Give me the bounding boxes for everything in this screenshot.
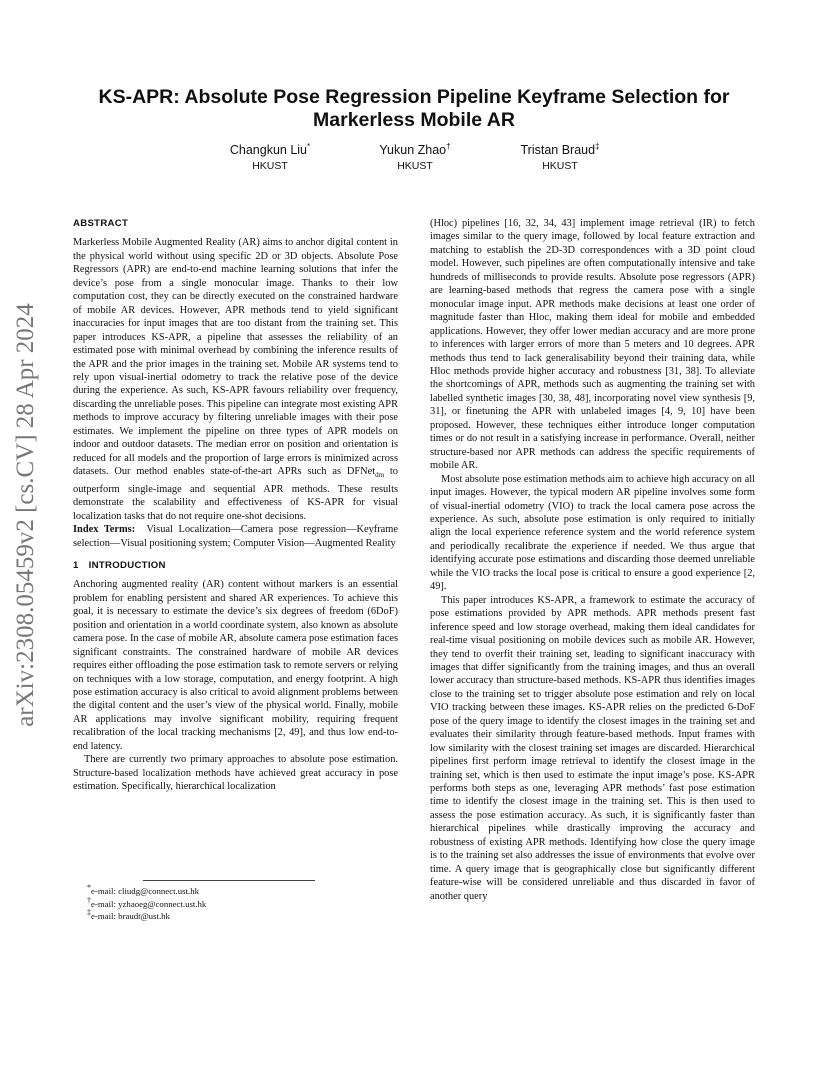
footnote-rule — [143, 880, 315, 881]
index-terms-label: Index Terms: — [73, 524, 136, 536]
author-3 — [490, 143, 630, 172]
right-paragraph-1: (Hloc) pipelines [16, 32, 34, 43] implement image retrieval (IR) to fetch images similar to the query image, followed by local feature extraction and matching to establish the 2D-3D correspondences with a 3D point cloud model. However, such pipelines are often computationally intensive and take hundreds of milliseconds to provide results. Absolute pose regressors (APR) are learning-based methods that regress the camera pose with a single monocular image input. APR methods make decisions at least one order of magnitude faster than Hloc, making them ideal for mobile and embedded applications. However, they offer lower median accuracy and are more prone to inferences with larger errors of more than 5 meters and 10 degrees. APR methods thus tend to lack generalisability beyond their training data, while Hloc methods provide higher accuracy and robustness [31, 38]. To alleviate the shortcomings of APR, methods such as augmenting the training set with labelled synthetic images [30, 38, 48], incorporating novel view synthesis [9, 31], or finetuning the APR with unlabeled images [4, 9, 10] have been proposed. However, these techniques either introduce longer computation times or do not result in a satisfying increase in performance. Overall, neither structure-based nor APR methods can address the specific requirements of mobile AR. — [430, 218, 755, 472]
section-heading — [73, 559, 398, 572]
footnotes — [73, 880, 398, 923]
arxiv-watermark — [2, 285, 50, 745]
author-2 — [345, 143, 485, 172]
author-list — [200, 143, 630, 172]
index-terms — [73, 523, 398, 550]
author-mark: * — [307, 141, 311, 151]
paper-title: KS-APR: Absolute Pose Regression Pipeline Keyframe Selection for Markerless Mobile AR — [98, 86, 730, 131]
left-column — [73, 217, 398, 794]
right-column — [430, 217, 755, 903]
author-1 — [200, 143, 340, 172]
abstract-text: Markerless Mobile Augmented Reality (AR) aims to anchor digital content in the physical world without using specific 2D or 3D objects. Absolute Pose Regressors (APR) are end-to-end machine learning solutions that infer the device’s pose from a single monocular image. Thanks to their low computation cost, they can be directly executed on the constrained hardware of mobile AR devices. However, APR methods tend to yield significant inaccuracies for input images that are too distant from the training set. This paper introduces KS-APR, a pipeline that assesses the reliability of an estimated pose with minimal overhead by combining the inference results of the APR and the prior images in the training set. Mobile AR systems tend to rely upon visual-inertial odometry to track the relative pose of the device during the experience. As such, KS-APR favours reliability over frequency, discarding the unreliable poses. This pipeline can integrate most existing APR methods to improve accuracy by filtering unreliable images with their pose estimates. We implement the pipeline on three types of APR models on indoor and outdoor datasets. The median error on position and orientation is reduced for all models and the proportion of large errors is minimized across datasets. Our method enables state-of-the-art APRs such as DFNet$_{dm}$ to outperform single-image and sequential APR methods. These results demonstrate the scalability and effectiveness of KS-APR for visual localization tasks that do not require one-shot decisions. — [73, 237, 399, 522]
arxiv-id: arXiv:2308.05459v2 [cs.CV] 28 Apr 2024 — [12, 303, 39, 727]
abstract-subscript: dm — [375, 471, 385, 480]
footnote-2: †e-mail: yzhaoeg@connect.ust.hk — [87, 895, 207, 909]
author-name: Yukun Zhao — [379, 143, 447, 157]
right-paragraph-2: Most absolute pose estimation methods aim to achieve high accuracy on all input images. However, the typical modern AR pipeline involves some form of visual-inertial odometry (VIO) to track the local camera pose across the experience. As such, absolute pose estimation is only required to initially align the local experience reference system and the world reference system and periodically recalibrate the experience if needed. We thus argue that identifying accurate pose estimations and discarding those deemed unreliable while the VIO tracks the local pose is critical to ensure a good experience [2, 49]. — [430, 473, 755, 593]
index-terms-text: Visual Localization—Camera pose regression—Keyframe selection—Visual positioning system; Computer Vision—Augmented Reality — [73, 524, 398, 549]
author-mark: ‡ — [595, 141, 600, 151]
author-name: Changkun Liu — [229, 143, 308, 157]
section-title: INTRODUCTION — [88, 559, 166, 571]
author-name: Tristan Braud — [520, 143, 596, 157]
section-number: 1 — [73, 559, 79, 571]
author-affiliation: HKUST — [252, 160, 288, 172]
abstract-heading: ABSTRACT — [73, 218, 129, 229]
intro-paragraph-2: There are currently two primary approaches to absolute pose estimation. Structure-based localization methods have achieved great accuracy in pose estimation. Specifically, hierarchical localization — [73, 754, 398, 793]
author-mark: † — [446, 141, 451, 151]
author-affiliation: HKUST — [397, 160, 433, 172]
footnote-1: *e-mail: cliudg@connect.ust.hk — [87, 883, 200, 896]
right-paragraph-3: This paper introduces KS-APR, a framework to estimate the accuracy of pose estimations provided by APR methods. APR methods present fast inference speed and low storage overhead, making them ideal candidates for real-time visual positioning on mobile devices such as mobile AR. However, they tend to overfit their training set, leading to significant inaccuracy with images that differ significantly from the training images, and thus an overall lower accuracy than structure-based methods. KS-APR thus identifies images close to the training set to trigger absolute pose estimation and rely on local VIO tracking between these images. KS-APR relies on the predicted 6-DoF pose of the query image to identify the closest images in the training set and evaluates their similarity through feature-based methods. Input frames with low similarity with the closest training set images are discarded. Hierarchical pipelines first perform image retrieval to identify the closest image in the training set, which is then used to estimate the input image’s pose. KS-APR performs both steps as one, leveraging APR methods’ fast pose estimation time to identify the closest image in the training set. This is then used to assess the pose estimation accuracy. As such, it is significantly faster than hierarchical pipelines while drastically improving the accuracy and robustness of existing APR methods. Identifying how close the query image is to the training set also addresses the issue of environments that evolve over time. A query image that is geographically close but significantly different feature-wise will be considered unreliable and thus discarded in favor of another query — [430, 594, 755, 902]
intro-paragraph-1: Anchoring augmented reality (AR) content without markers is an essential problem for enabling persistent and shared AR experiences. To achieve this goal, it is necessary to estimate the device’s six degrees of freedom (6DoF) position and orientation in a world coordinate system, also known as absolute camera pose. In the case of mobile AR, absolute camera pose estimation faces significant constraints. The constrained hardware of mobile AR devices requires either offloading the pose estimation task to remote servers or relying on techniques with a low storage, computation, and energy footprint. A high pose estimation accuracy is also critical to avoid alignment problems between the digital content and the user’s view of the physical world. Finally, mobile AR applications may involve significant mobility, requiring frequent recalibration of the local tracking mechanisms [2, 49], and thus low end-to-end latency. — [73, 579, 398, 752]
footnote-3: ‡e-mail: braudt@ust.hk — [87, 908, 170, 922]
author-affiliation: HKUST — [542, 160, 578, 172]
